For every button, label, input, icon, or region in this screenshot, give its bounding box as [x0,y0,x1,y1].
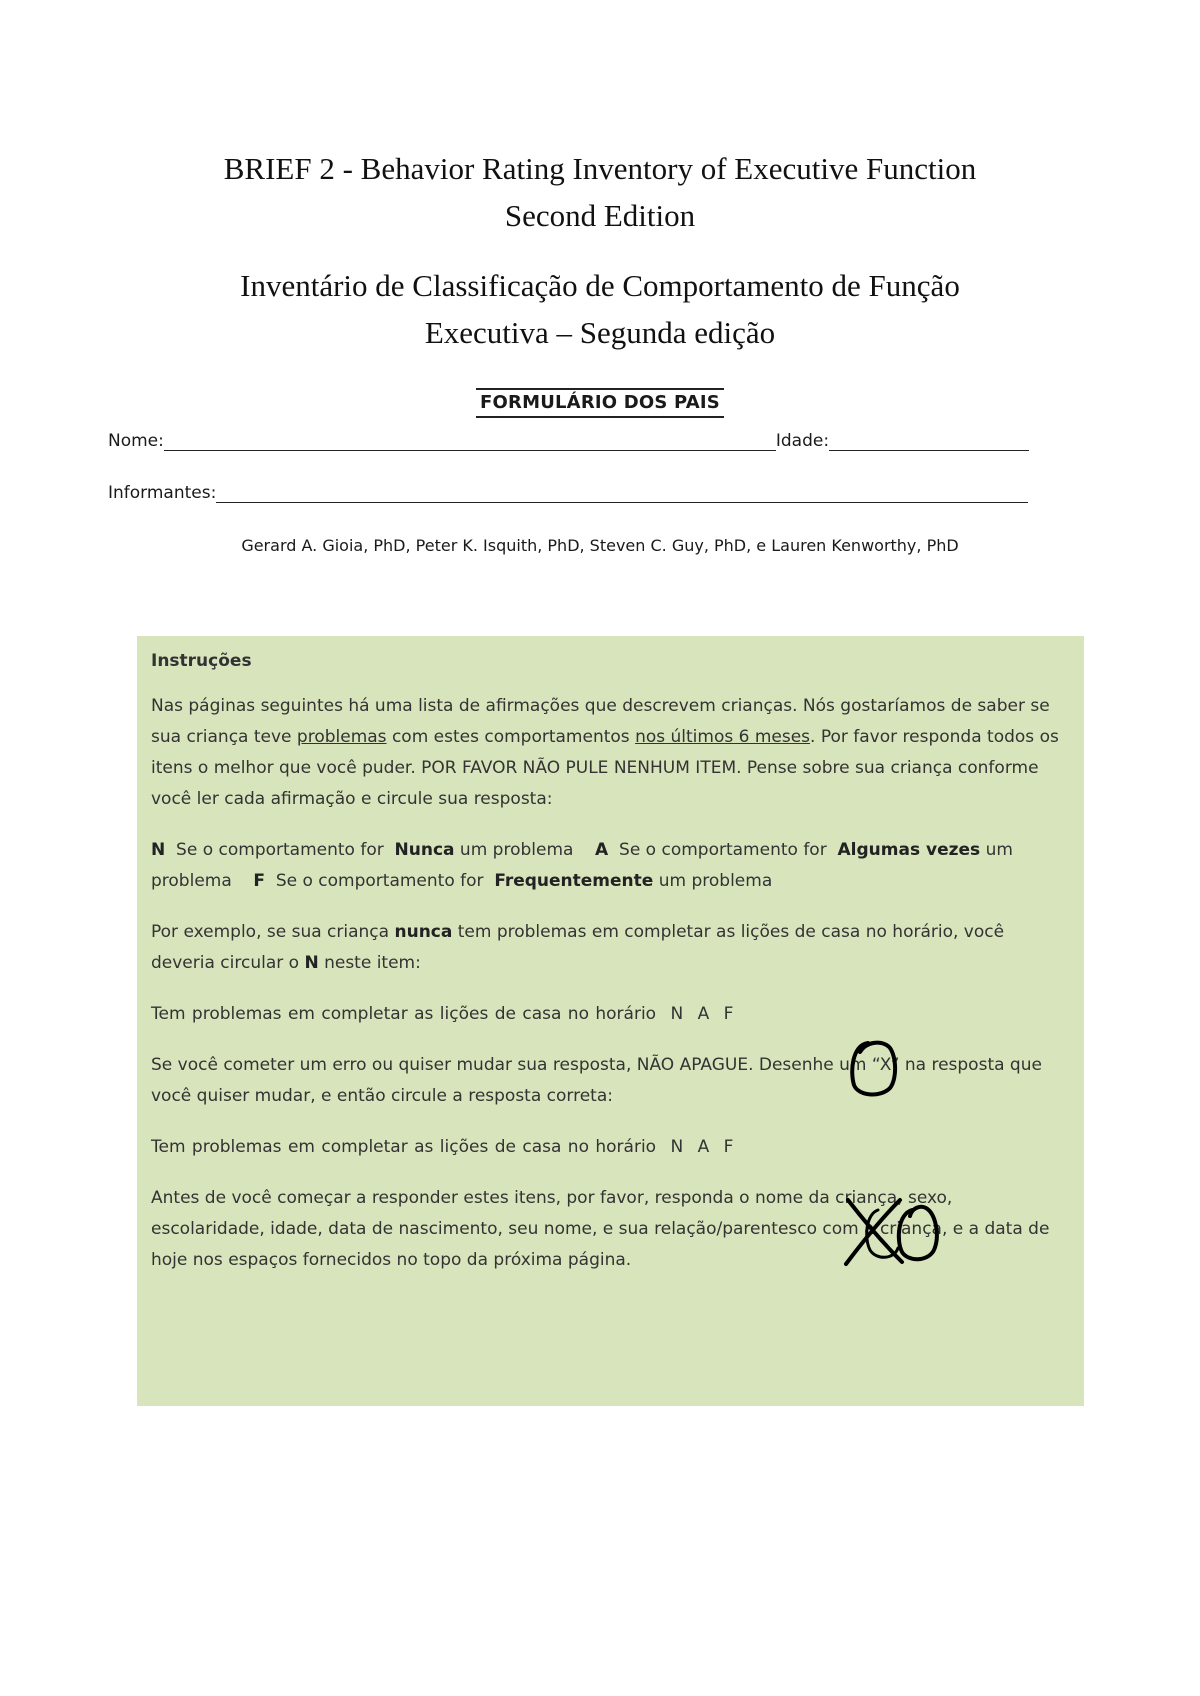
name-field[interactable] [164,430,776,451]
legend-n-letter: N [151,840,166,860]
example-text-b: tem problemas em completar as lições de casa no horário, você deveria circular o [151,922,1005,973]
portuguese-title-line1: Inventário de Classificação de Comportamento de Função [240,268,960,303]
legend-n-text: Se o comportamento for [176,840,384,860]
example-item-2-text: Tem problemas em completar as lições de casa no horário [151,1137,657,1157]
legend-a-letter: A [595,840,609,860]
intro-text-b: com estes comportamentos [386,727,636,747]
example-1-option-a[interactable]: A [697,1004,710,1024]
english-title-line1: BRIEF 2 - Behavior Rating Inventory of Executive Function [223,151,977,186]
example-text-a: Por exemplo, se sua criança [151,922,395,942]
example-1-option-f[interactable]: F [723,1004,734,1024]
example-2-option-f[interactable]: F [723,1137,734,1157]
instructions-paragraph-intro [151,691,1071,815]
response-legend [151,835,1071,897]
legend-a-text: Se o comportamento for [619,840,827,860]
legend-a-end: um problema [151,840,1013,891]
age-field[interactable] [829,430,1029,451]
example-item-2 [151,1132,1071,1163]
intro-underline-period: nos últimos 6 meses [635,727,811,747]
legend-f-bold: Frequentemente [494,871,654,891]
example-2-option-n[interactable]: N [670,1137,684,1157]
name-label: Nome: [108,431,164,451]
example-item-1-text: Tem problemas em completar as lições de casa no horário [151,1004,657,1024]
instructions-heading: Instruções [151,651,252,671]
legend-a-bold: Algumas vezes [837,840,981,860]
example-item-1 [151,999,1071,1030]
example-explanation [151,917,1071,979]
age-label: Idade: [775,431,830,451]
informants-field[interactable] [216,482,1028,503]
portuguese-title-line2: Executiva – Segunda edição [424,315,776,350]
informants-label: Informantes: [108,483,217,503]
intro-text-a: Nas páginas seguintes há uma lista de afirmações que descrevem crianças. Nós gostaríamos de saber se sua criança teve [151,696,1050,747]
form-heading-text: FORMULÁRIO DOS PAIS [476,388,724,418]
example-2-option-a[interactable]: A [697,1137,710,1157]
english-title-line2: Second Edition [504,198,696,233]
instructions-box [137,636,1084,1406]
correction-instructions: Se você cometer um erro ou quiser mudar sua resposta, NÃO APAGUE. Desenhe um “X” na resposta que você quiser mudar, e então circule a resposta correta: [151,1055,1042,1106]
intro-text-c: . Por favor responda todos os itens o melhor que você puder. POR FAVOR NÃO PULE NENHUM ITEM. Pense sobre sua criança conforme você ler cada afirmação e circule sua resposta: [151,727,1059,809]
legend-n-end: um problema [459,840,574,860]
form-heading [0,388,1200,418]
informants-row [108,482,1028,503]
legend-n-bold: Nunca [394,840,455,860]
example-bold-never: nunca [394,922,453,942]
example-text-c: neste item: [318,953,421,973]
example-bold-n: N [304,953,319,973]
legend-f-end: um problema [658,871,773,891]
example-1-option-n[interactable]: N [670,1004,684,1024]
intro-underline-problems: problemas [296,727,387,747]
name-age-row [108,430,1029,451]
english-title [100,145,1100,239]
portuguese-title [100,262,1100,356]
legend-f-letter: F [253,871,266,891]
legend-f-text: Se o comportamento for [275,871,484,891]
authors: Gerard A. Gioia, PhD, Peter K. Isquith, PhD, Steven C. Guy, PhD, e Lauren Kenworthy, PhD [241,536,959,555]
final-instructions: Antes de você começar a responder estes itens, por favor, responda o nome da criança, sexo, escolaridade, idade, data de nascimento, seu nome, e sua relação/parentesco com a criança, e a data de hoje nos espaços fornecidos no topo da próxima página. [151,1188,1050,1270]
